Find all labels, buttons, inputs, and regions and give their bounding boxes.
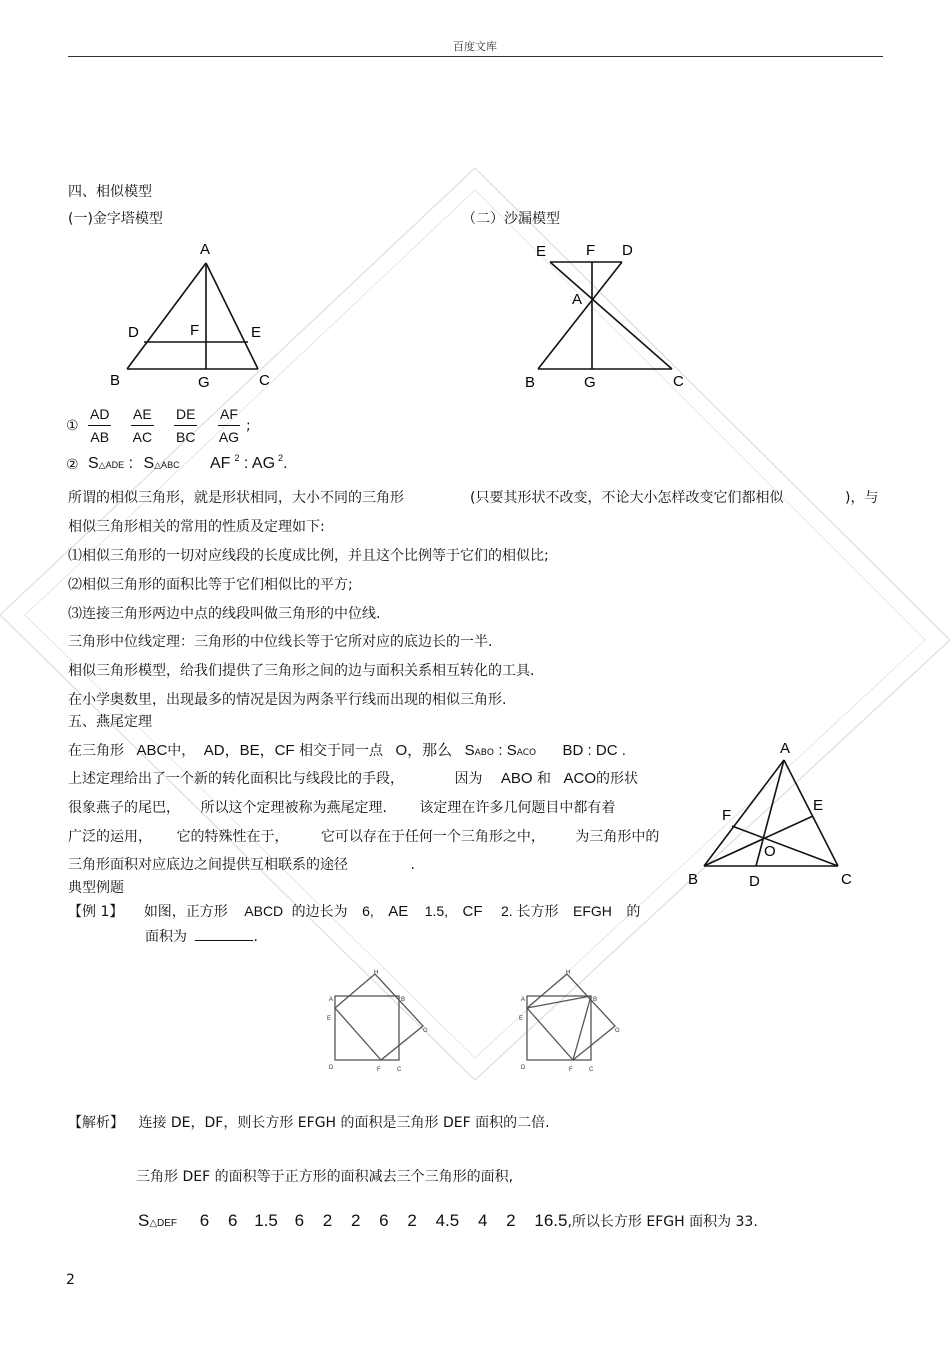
swallow-line-3 [68,797,615,817]
text: ACO [563,770,597,787]
fig1-label-h: H [374,970,379,976]
swallowtail-figure [686,738,866,888]
pyramid-label-c: C [259,372,270,389]
fig2-label-a: A [521,997,526,1003]
number: 2 [506,1211,516,1230]
para-line-2: 相似三角形相关的常用的性质及定理如下: [68,519,325,535]
text: 相交于同一点 [299,743,384,759]
text: 6, [362,903,374,919]
number: 2 [322,1211,333,1230]
fraction-denominator: AG [218,429,240,445]
fraction-denominator: AC [132,429,153,445]
pyramid-label-g: G [198,374,210,391]
example1-line1 [68,901,640,921]
text: 如图，正方形 [143,904,228,920]
pyramid-model-title: (一)金字塔模型 [68,211,163,227]
text: . [253,929,258,945]
solution-formula [138,1211,758,1231]
pyramid-label-e: E [251,324,262,341]
hourglass-label-d: D [622,242,633,259]
pyramid-figure [100,236,300,396]
fraction-ad-ab [88,406,111,445]
number: 2 [350,1211,361,1230]
fraction-numerator: DE [174,406,197,426]
formula1-marker: ① [66,418,79,434]
solution-line1 [68,1112,550,1132]
text: ABC [136,742,168,759]
subscript-def: △DEF [149,1218,178,1229]
text: ABO [474,748,494,758]
swallow-label-b: B [688,871,699,888]
solution-line2: 三角形 DEF 的面积等于正方形的面积减去三个三角形的面积, [136,1169,514,1185]
text: 上述定理给出了一个新的转化面积比与线段比的手段， [68,771,404,787]
fig1-label-a: A [329,997,334,1003]
midline-theorem: 三角形中位线定理：三角形的中位线长等于它所对应的底边长的一半. [68,634,493,650]
formula1-end: ; [246,418,251,434]
swallow-line-1 [68,739,626,760]
text: 的 [626,904,641,920]
swallow-label-f: F [722,807,732,824]
fig1-label-e: E [327,1016,332,1022]
text: . [410,857,415,873]
s-symbol: S [138,1211,150,1230]
fraction-ae-ac [131,406,154,445]
number: 2 [407,1211,417,1230]
text: 2. 长方形 [500,903,559,919]
swallow-line-5 [68,854,415,874]
swallow-line-4 [68,826,659,846]
colon: : [128,455,134,472]
pyramid-label-b: B [110,372,121,389]
text: BD : DC . [562,742,626,759]
text: 面积为 [145,929,187,945]
text: 中， [167,743,196,759]
swallow-label-c: C [841,871,852,888]
fraction-numerator: AF [218,406,240,426]
hourglass-label-a: A [572,291,583,308]
text: ABO [500,770,533,787]
text: AE [388,903,409,920]
number: 6 [199,1211,210,1230]
fraction-de-bc [174,406,197,445]
property-1: ⑴相似三角形的一切对应线段的长度成比例，并且这个比例等于它们的相似比; [68,548,549,564]
fig2-label-b: B [593,997,598,1003]
fraction-numerator: AD [88,406,111,426]
text: 它可以存在于任何一个三角形之中， [320,829,545,845]
fraction-af-ag [218,406,240,445]
text: ABCD [244,903,284,919]
number: 1.5 [254,1211,278,1230]
olympiad-note: 在小学奥数里，出现最多的情况是因为两条平行线而出现的相似三角形. [68,692,507,708]
text: 广泛的运用， [68,829,152,845]
fraction-numerator: AE [131,406,154,426]
fig1-label-f: F [377,1067,381,1073]
text: 连接 DE，DF，则长方形 EFGH 的面积是三角形 DEF 面积的二倍. [138,1115,550,1131]
text: ACO [516,748,537,758]
text: AD，BE，CF [203,742,295,759]
text: 该定理在许多几何题目中都有着 [419,800,616,816]
page-header: 百度文库 [453,40,497,53]
fraction-denominator: BC [176,429,196,445]
swallow-label-e: E [813,797,824,814]
model-summary: 相似三角形模型，给我们提供了三角形之间的边与面积关系相互转化的工具. [68,663,535,679]
hourglass-label-e: E [536,243,547,260]
text: 的形状 [596,771,639,787]
number: 16.5 [534,1211,568,1230]
square-exponent: 2 [278,453,284,463]
pyramid-label-a: A [200,241,211,258]
example-square-figure-2 [517,968,637,1078]
property-3: ⑶连接三角形两边中点的线段叫做三角形的中位线. [68,606,381,622]
hourglass-label-f: F [586,242,596,259]
period: . [283,455,288,472]
solution-tag: 【解析】 [68,1115,124,1131]
para-line-1b: (只要其形状不改变，不论大小怎样改变它们都相似 [470,490,784,506]
fig2-label-c: C [589,1067,594,1073]
number: 6 [227,1211,238,1230]
examples-title: 典型例题 [68,880,124,896]
text: EFGH [572,903,612,919]
text: 所以这个定理被称为燕尾定理. [200,800,387,816]
example-tag: 【例 1】 [68,904,124,920]
fig1-label-g: G [423,1028,428,1034]
af-text: AF [210,455,231,472]
text: : S [498,742,517,759]
text: O，那么 [395,742,453,759]
text: S [464,742,475,759]
text: 因为 [454,771,483,787]
s-symbol: S [143,455,155,472]
fig1-label-d: D [329,1065,334,1071]
example-square-figure-1 [325,968,445,1078]
number: 6 [379,1211,389,1230]
number: 6 [294,1211,305,1230]
fig2-label-d: D [521,1065,526,1071]
para-line-1a: 所谓的相似三角形，就是形状相同，大小不同的三角形 [68,490,404,506]
section4-title: 四、相似模型 [68,184,152,200]
text: 为三角形中的 [575,829,660,845]
text: ,所以长方形 EFGH 面积为 33. [567,1214,758,1230]
fig1-label-b: B [401,997,406,1003]
fig2-label-f: F [569,1067,573,1073]
s-symbol: S [88,455,99,472]
ag-text: : AG [243,455,276,472]
fig2-label-h: H [566,970,571,976]
text: 很象燕子的尾巴， [68,800,180,816]
hourglass-label-b: B [525,374,536,391]
number: 4 [477,1211,488,1230]
swallow-label-a: A [780,740,791,757]
hourglass-label-c: C [673,373,684,390]
subscript-abc: △ABC [154,460,180,470]
para-line-1c: )，与 [845,490,879,506]
hourglass-label-g: G [584,374,596,391]
formula2-length-ratio [210,455,288,473]
text: 在三角形 [68,743,124,759]
formula2-area-ratio [88,455,180,473]
text: 1.5, [424,903,449,919]
answer-blank[interactable] [195,928,253,941]
text: 三角形面积对应底边之间提供互相联系的途径 [68,857,348,873]
square-exponent: 2 [234,453,240,463]
fraction-denominator: AB [90,429,110,445]
swallow-line-2 [68,768,638,788]
example1-line2 [145,926,258,946]
text: CF [462,903,483,920]
swallow-label-o: O [764,843,776,860]
page-number: 2 [66,1272,75,1288]
text: 它的特殊性在于， [176,829,289,845]
swallow-label-d: D [749,873,760,890]
fig1-label-c: C [397,1067,402,1073]
property-2: ⑵相似三角形的面积比等于它们相似比的平方; [68,577,353,593]
pyramid-label-d: D [128,324,139,341]
hourglass-figure [520,236,720,396]
fig2-label-g: G [615,1028,620,1034]
text: 的边长为 [291,904,348,920]
subscript-ade: △ADE [98,460,125,470]
number: 4.5 [435,1211,460,1230]
fig2-label-e: E [519,1016,524,1022]
pyramid-label-f: F [190,322,200,339]
hourglass-model-title: （二）沙漏模型 [462,211,560,227]
text: 和 [537,771,552,787]
formula2-marker: ② [66,457,79,473]
section5-title: 五、燕尾定理 [68,714,152,730]
